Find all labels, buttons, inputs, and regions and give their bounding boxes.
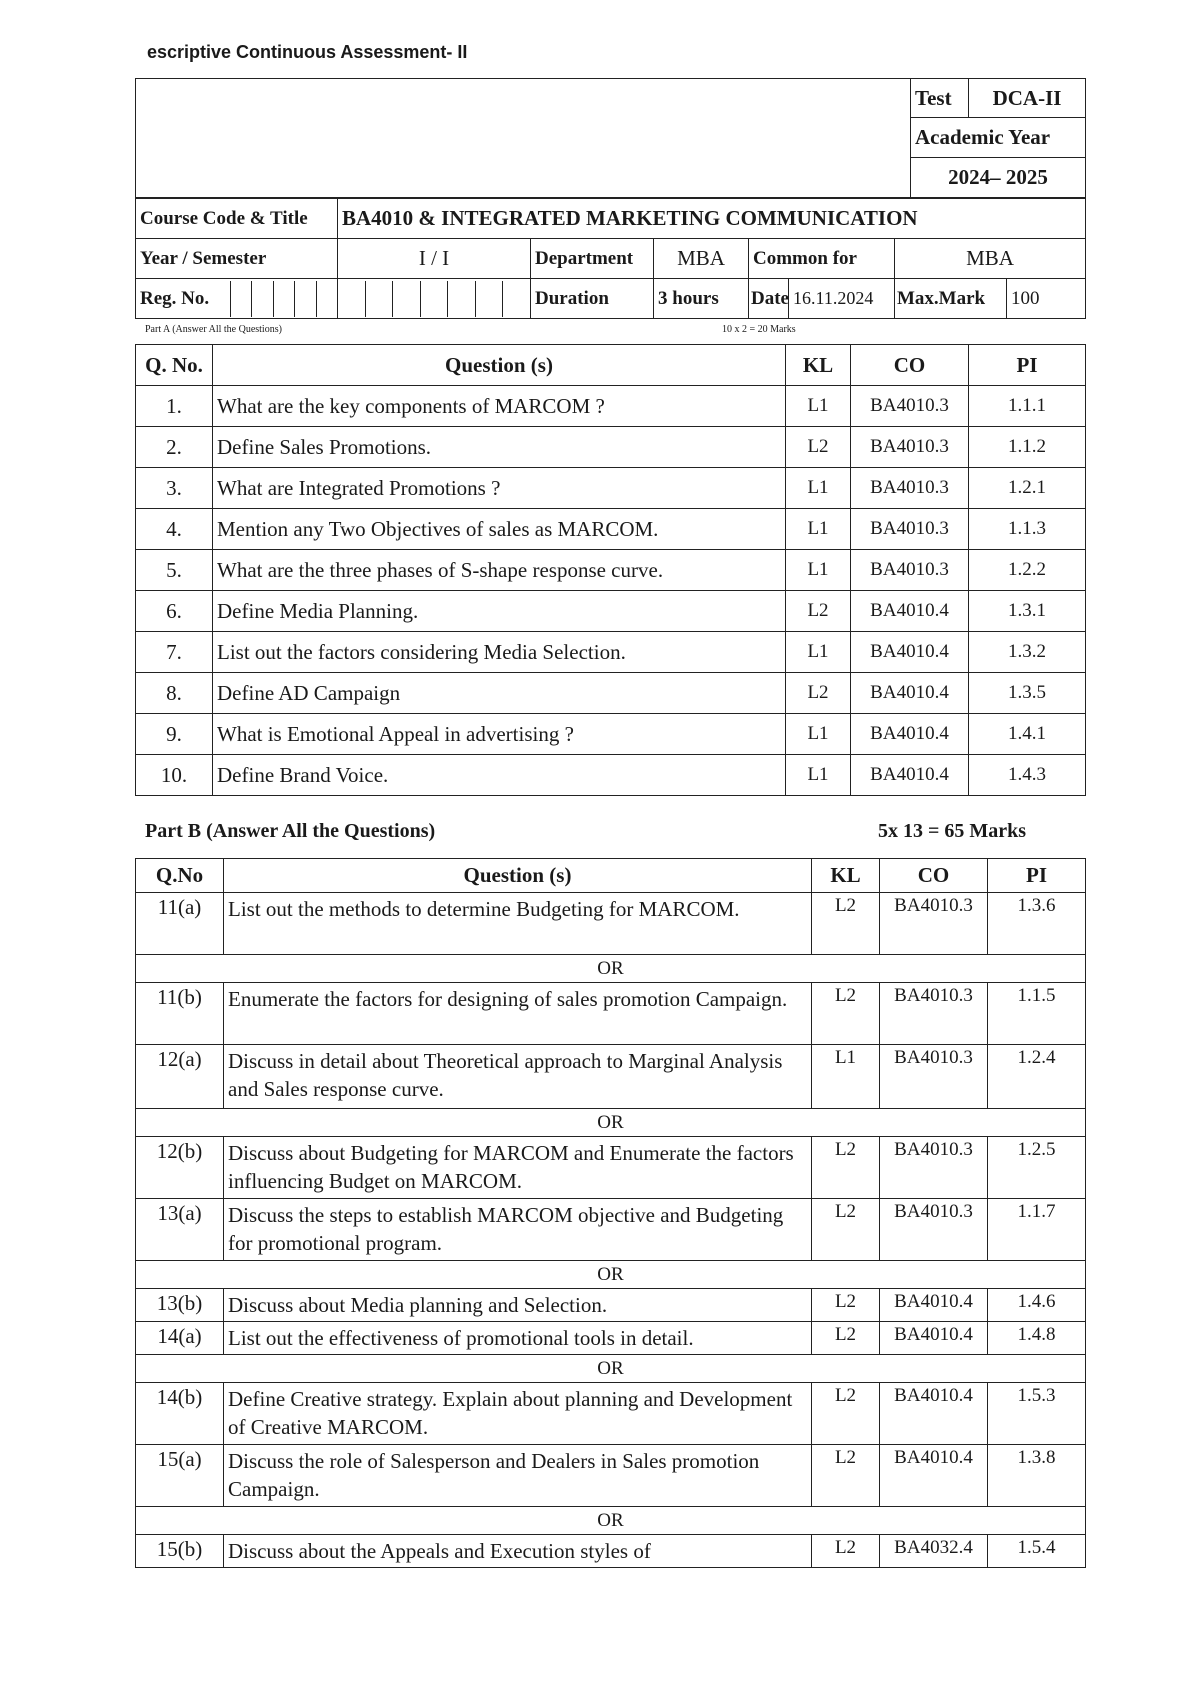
pi-value: 1.3.8 [988,1445,1086,1507]
kl-value: L2 [812,983,880,1045]
kl-value: L2 [812,1535,880,1568]
or-label: OR [136,1109,1086,1137]
col-header-co: CO [880,859,988,893]
co-value: BA4010.3 [851,509,969,550]
kl-value: L2 [812,893,880,955]
pi-value: 1.4.8 [988,1322,1086,1355]
or-separator [136,955,1086,983]
question-number: 13(b) [136,1289,224,1322]
question-text: Define Brand Voice. [213,755,786,796]
pi-value: 1.2.5 [988,1137,1086,1199]
or-label: OR [136,955,1086,983]
col-header-kl: KL [786,345,851,386]
question-number: 12(a) [136,1045,224,1109]
question-row [136,1383,1086,1445]
question-text: What are the three phases of S-shape response curve. [213,550,786,591]
co-value: BA4010.4 [880,1322,988,1355]
kl-value: L1 [812,1045,880,1109]
question-text: Discuss about the Appeals and Execution styles of [224,1535,812,1568]
reg-no-cell [136,279,338,319]
kl-value: L1 [786,714,851,755]
co-value: BA4010.4 [851,591,969,632]
common-for-value: MBA [895,239,1086,279]
reg-digit-box[interactable] [295,281,316,317]
date-label: Date [749,279,789,319]
reg-digit-box[interactable] [366,281,394,317]
col-header-qno: Q.No [136,859,224,893]
question-text: Discuss about Media planning and Selection. [224,1289,812,1322]
question-number: 7. [136,632,213,673]
year-sem-value: I / I [338,239,531,279]
question-row [136,1199,1086,1261]
or-separator [136,1109,1086,1137]
part-b-table [135,858,1086,1568]
kl-value: L2 [812,1199,880,1261]
academic-year-value: 2024– 2025 [911,158,1086,198]
question-text: What are Integrated Promotions ? [213,468,786,509]
or-separator [136,1507,1086,1535]
pi-value: 1.3.1 [969,591,1086,632]
kl-value: L2 [812,1383,880,1445]
kl-value: L1 [786,550,851,591]
question-row [136,1322,1086,1355]
kl-value: L2 [812,1445,880,1507]
date-value: 16.11.2024 [789,279,895,319]
question-row [136,714,1086,755]
reg-digit-box[interactable] [252,281,273,317]
co-value: BA4010.3 [880,983,988,1045]
co-value: BA4010.3 [880,1137,988,1199]
test-value: DCA-II [969,79,1086,118]
or-separator [136,1261,1086,1289]
pi-value: 1.4.6 [988,1289,1086,1322]
question-text: Define Sales Promotions. [213,427,786,468]
question-number: 3. [136,468,213,509]
pi-value: 1.1.3 [969,509,1086,550]
question-text: What is Emotional Appeal in advertising ? [213,714,786,755]
kl-value: L1 [786,632,851,673]
test-label: Test [911,79,969,118]
logo-area [136,79,911,198]
or-label: OR [136,1355,1086,1383]
question-text: Define AD Campaign [213,673,786,714]
kl-value: L2 [812,1137,880,1199]
reg-digit-box[interactable] [274,281,295,317]
question-row [136,632,1086,673]
co-value: BA4010.4 [851,632,969,673]
question-row [136,509,1086,550]
question-number: 2. [136,427,213,468]
question-number: 13(a) [136,1199,224,1261]
max-mark-label: Max.Mark [895,279,1007,319]
co-value: BA4010.3 [880,893,988,955]
reg-digit-box[interactable] [421,281,449,317]
pi-value: 1.5.3 [988,1383,1086,1445]
reg-no-boxes [338,279,531,319]
kl-value: L1 [786,468,851,509]
col-header-question: Question (s) [224,859,812,893]
part-a-table [135,344,1086,796]
question-row [136,468,1086,509]
question-row [136,893,1086,955]
course-meta-table [135,198,1086,319]
course-value: BA4010 & INTEGRATED MARKETING COMMUNICATION [338,199,1086,239]
question-row [136,1045,1086,1109]
or-label: OR [136,1261,1086,1289]
question-text: List out the methods to determine Budgeting for MARCOM. [224,893,812,955]
co-value: BA4010.3 [851,427,969,468]
question-number: 15(a) [136,1445,224,1507]
co-value: BA4010.3 [880,1199,988,1261]
department-label: Department [531,239,654,279]
question-number: 8. [136,673,213,714]
kl-value: L2 [786,427,851,468]
kl-value: L2 [812,1322,880,1355]
year-sem-label: Year / Semester [136,239,338,279]
question-number: 5. [136,550,213,591]
question-number: 14(a) [136,1322,224,1355]
course-label: Course Code & Title [136,199,338,239]
question-text: Mention any Two Objectives of sales as MARCOM. [213,509,786,550]
kl-value: L1 [786,386,851,427]
pi-value: 1.1.1 [969,386,1086,427]
co-value: BA4010.3 [851,550,969,591]
question-text: Discuss in detail about Theoretical approach to Marginal Analysis and Sales response curve. [224,1045,812,1109]
co-value: BA4010.4 [880,1289,988,1322]
question-row [136,755,1086,796]
reg-digit-box[interactable] [448,281,476,317]
question-row [136,1535,1086,1568]
reg-digit-box[interactable] [231,281,252,317]
pi-value: 1.2.1 [969,468,1086,509]
part-b-marks: 5x 13 = 65 Marks [878,820,1027,842]
question-text: Discuss about Budgeting for MARCOM and Enumerate the factors influencing Budget on MARCOM. [224,1137,812,1199]
question-text: Discuss the steps to establish MARCOM objective and Budgeting for promotional program. [224,1199,812,1261]
document-title: escriptive Continuous Assessment- II [147,42,468,62]
co-value: BA4010.3 [851,468,969,509]
co-value: BA4010.4 [880,1383,988,1445]
pi-value: 1.5.4 [988,1535,1086,1568]
question-number: 4. [136,509,213,550]
question-number: 14(b) [136,1383,224,1445]
department-value: MBA [654,239,749,279]
pi-value: 1.2.2 [969,550,1086,591]
col-header-pi: PI [988,859,1086,893]
question-number: 11(a) [136,893,224,955]
reg-digit-box[interactable] [503,281,530,317]
co-value: BA4010.4 [880,1445,988,1507]
question-number: 9. [136,714,213,755]
co-value: BA4010.4 [851,673,969,714]
question-number: 1. [136,386,213,427]
co-value: BA4010.3 [880,1045,988,1109]
part-b-title: Part B (Answer All the Questions) [145,820,436,842]
or-separator [136,1355,1086,1383]
pi-value: 1.1.2 [969,427,1086,468]
kl-value: L2 [786,673,851,714]
question-row [136,983,1086,1045]
question-row [136,550,1086,591]
pi-value: 1.2.4 [988,1045,1086,1109]
reg-digit-box[interactable] [393,281,421,317]
question-number: 12(b) [136,1137,224,1199]
academic-year-label: Academic Year [911,118,1086,158]
reg-digit-box[interactable] [338,281,366,317]
question-text: List out the effectiveness of promotional tools in detail. [224,1322,812,1355]
pi-value: 1.1.5 [988,983,1086,1045]
col-header-co: CO [851,345,969,386]
part-a-marks: 10 x 2 = 20 Marks [722,324,796,335]
question-number: 11(b) [136,983,224,1045]
reg-digit-box[interactable] [317,281,337,317]
question-row [136,591,1086,632]
duration-value: 3 hours [654,279,749,319]
co-value: BA4010.3 [851,386,969,427]
question-row [136,386,1086,427]
header-table [135,78,1086,198]
col-header-question: Question (s) [213,345,786,386]
question-number: 10. [136,755,213,796]
kl-value: L1 [786,755,851,796]
pi-value: 1.3.2 [969,632,1086,673]
duration-label: Duration [531,279,654,319]
reg-digit-box[interactable] [476,281,504,317]
question-row [136,427,1086,468]
pi-value: 1.3.5 [969,673,1086,714]
question-text: List out the factors considering Media Selection. [213,632,786,673]
pi-value: 1.1.7 [988,1199,1086,1261]
common-for-label: Common for [749,239,895,279]
or-label: OR [136,1507,1086,1535]
kl-value: L2 [786,591,851,632]
kl-value: L1 [786,509,851,550]
question-row [136,1289,1086,1322]
kl-value: L2 [812,1289,880,1322]
col-header-pi: PI [969,345,1086,386]
question-text: Enumerate the factors for designing of sales promotion Campaign. [224,983,812,1045]
reg-no-label: Reg. No. [136,281,231,317]
question-text: Define Creative strategy. Explain about planning and Development of Creative MARCOM. [224,1383,812,1445]
co-value: BA4010.4 [851,755,969,796]
question-row [136,1445,1086,1507]
question-text: Discuss the role of Salesperson and Dealers in Sales promotion Campaign. [224,1445,812,1507]
question-row [136,673,1086,714]
question-row [136,1137,1086,1199]
co-value: BA4032.4 [880,1535,988,1568]
col-header-kl: KL [812,859,880,893]
co-value: BA4010.4 [851,714,969,755]
col-header-qno: Q. No. [136,345,213,386]
question-text: Define Media Planning. [213,591,786,632]
part-a-title: Part A (Answer All the Questions) [145,324,282,335]
question-text: What are the key components of MARCOM ? [213,386,786,427]
question-number: 6. [136,591,213,632]
pi-value: 1.3.6 [988,893,1086,955]
pi-value: 1.4.1 [969,714,1086,755]
max-mark-value: 100 [1007,279,1086,319]
pi-value: 1.4.3 [969,755,1086,796]
question-number: 15(b) [136,1535,224,1568]
